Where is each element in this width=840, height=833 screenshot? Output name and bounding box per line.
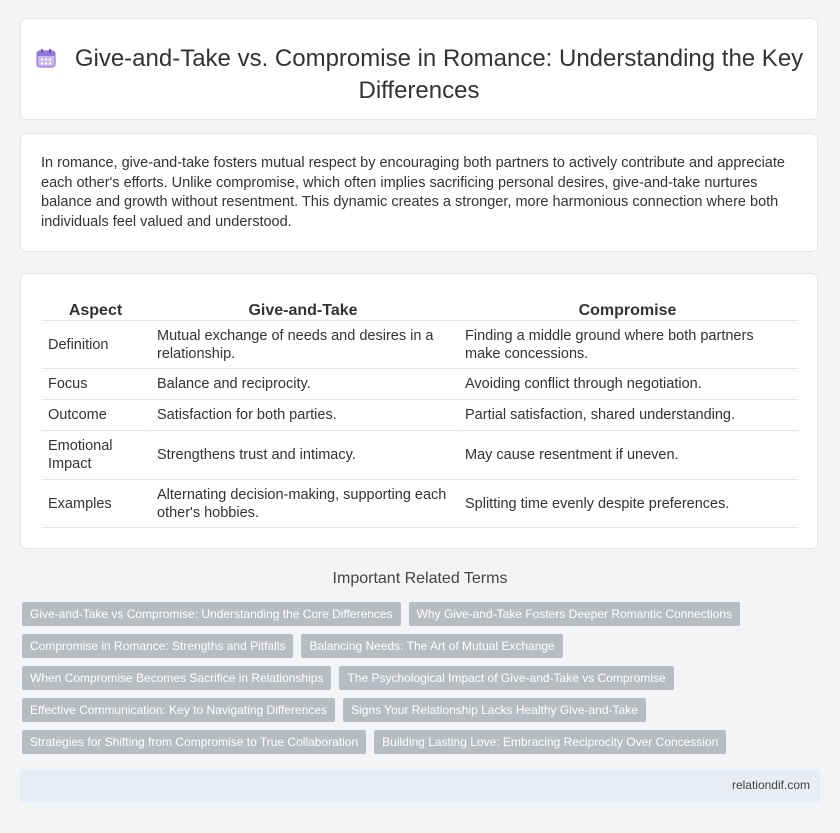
related-term-tag[interactable]: Building Lasting Love: Embracing Reciprocity Over Concession (374, 730, 726, 754)
table-header-row (42, 294, 798, 321)
header-give-and-take: Give-and-Take (149, 294, 457, 321)
comparison-card (20, 273, 818, 549)
intro-card (20, 133, 818, 252)
cell-compromise: Finding a middle ground where both partners make concessions. (457, 321, 798, 369)
title-card (20, 18, 818, 120)
footer (20, 769, 820, 802)
table-row (42, 400, 798, 431)
related-term-tag[interactable]: Effective Communication: Key to Navigating Differences (22, 698, 335, 722)
comparison-table (42, 294, 798, 528)
related-term-tag[interactable]: The Psychological Impact of Give-and-Take vs Compromise (339, 666, 673, 690)
tag-row (22, 698, 812, 722)
cell-give-and-take: Mutual exchange of needs and desires in a relationship. (149, 321, 457, 369)
header-aspect: Aspect (42, 294, 149, 321)
cell-give-and-take: Strengthens trust and intimacy. (149, 431, 457, 480)
table-row (42, 369, 798, 400)
related-term-tag[interactable]: Balancing Needs: The Art of Mutual Exchange (301, 634, 562, 658)
cell-aspect: Focus (42, 369, 149, 400)
related-term-tag[interactable]: When Compromise Becomes Sacrifice in Relationships (22, 666, 331, 690)
calendar-icon (35, 47, 57, 76)
cell-compromise: May cause resentment if uneven. (457, 431, 798, 480)
intro-paragraph: In romance, give-and-take fosters mutual respect by encouraging both partners to actively contribute and appreciate each other's efforts. Unlike compromise, which often implies sacrificing personal desires, give-and-take nurtures balance and growth without resentment. This dynamic creates a stronger, more harmonious connection where both individuals feel valued and understood. (41, 155, 785, 230)
table-row (42, 431, 798, 480)
cell-give-and-take: Satisfaction for both parties. (149, 400, 457, 431)
tag-row (22, 634, 812, 658)
page-title (21, 19, 817, 105)
tag-row (22, 666, 812, 690)
cell-give-and-take: Alternating decision-making, supporting each other's hobbies. (149, 480, 457, 528)
cell-compromise: Avoiding conflict through negotiation. (457, 369, 798, 400)
related-terms-list (22, 602, 812, 762)
cell-aspect: Emotional Impact (42, 431, 149, 480)
cell-compromise: Splitting time evenly despite preferences. (457, 480, 798, 528)
related-term-tag[interactable]: Strategies for Shifting from Compromise to True Collaboration (22, 730, 366, 754)
cell-give-and-take: Balance and reciprocity. (149, 369, 457, 400)
related-term-tag[interactable]: Why Give-and-Take Fosters Deeper Romantic Connections (409, 602, 740, 626)
cell-compromise: Partial satisfaction, shared understanding. (457, 400, 798, 431)
related-terms-heading: Important Related Terms (332, 570, 508, 587)
cell-aspect: Examples (42, 480, 149, 528)
related-term-tag[interactable]: Signs Your Relationship Lacks Healthy Give-and-Take (343, 698, 646, 722)
tag-row (22, 602, 812, 626)
table-row (42, 480, 798, 528)
table-row (42, 321, 798, 369)
footer-site-link[interactable]: relationdif.com (731, 778, 810, 792)
tag-row (22, 730, 812, 754)
cell-aspect: Outcome (42, 400, 149, 431)
cell-aspect: Definition (42, 321, 149, 369)
related-term-tag[interactable]: Give-and-Take vs Compromise: Understanding the Core Differences (22, 602, 401, 626)
header-compromise: Compromise (457, 294, 798, 321)
related-term-tag[interactable]: Compromise in Romance: Strengths and Pitfalls (22, 634, 293, 658)
page-title-text: Give-and-Take vs. Compromise in Romance: Understanding the Key Differences (74, 45, 804, 104)
